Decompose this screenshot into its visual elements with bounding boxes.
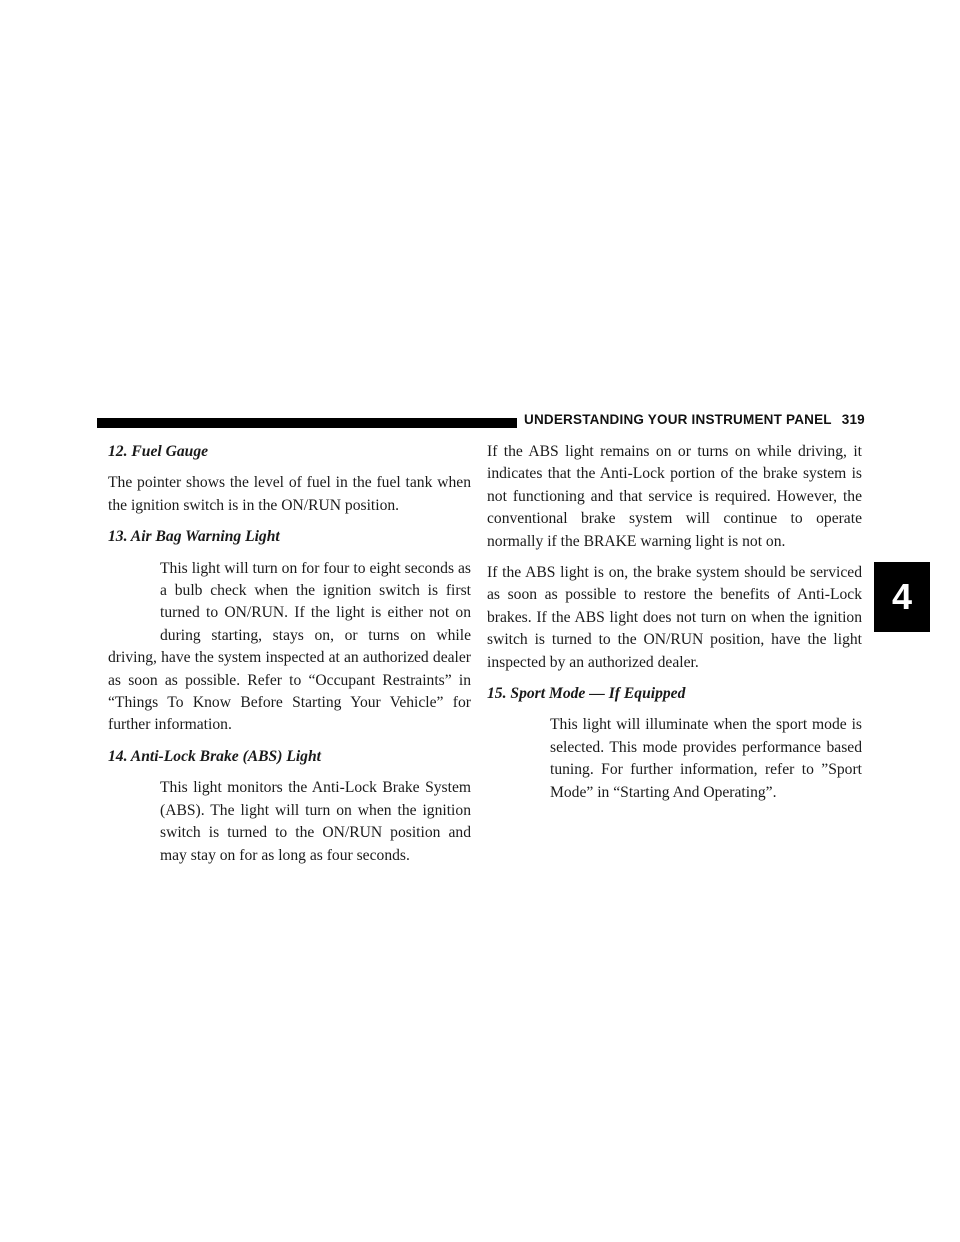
section-12-heading: 12. Fuel Gauge bbox=[108, 443, 209, 460]
section-14-body: This light monitors the Anti-Lock Brake System (ABS). The light will turn on when the ignition switch is turned to the ON/RUN position and may stay on for as long as four seconds. bbox=[160, 779, 471, 864]
air-bag-warning-icon-area bbox=[108, 558, 160, 646]
abs-paragraph-1: If the ABS light remains on or turns on while driving, it indicates that the Anti-Lock portion of the brake system is not functioning and that service is required. However, the conventional brake system will continue to operate normally if the BRAKE warning light is not on. bbox=[487, 443, 862, 550]
left-column bbox=[108, 441, 471, 876]
section-12-body: The pointer shows the level of fuel in the fuel tank when the ignition switch is in the ON/RUN position. bbox=[108, 474, 471, 514]
section-13-body-wrap bbox=[108, 558, 471, 737]
header-title: UNDERSTANDING YOUR INSTRUMENT PANEL bbox=[524, 412, 832, 427]
chapter-tab bbox=[874, 562, 930, 632]
section-13-body: This light will turn on for four to eight seconds as a bulb check when the ignition switch is first turned to ON/RUN. If the light is either not on during starting, stays on, or turns on while driving, have the system inspected at an authorized dealer as soon as possible. Refer to “Occupant Restraints” in “Things To Know Before Starting Your Vehicle” for further information. bbox=[108, 559, 471, 734]
abs-light-icon-area bbox=[108, 777, 160, 865]
right-column bbox=[487, 441, 862, 813]
header-rule bbox=[97, 418, 517, 428]
section-14-body-wrap bbox=[108, 777, 471, 867]
running-header bbox=[524, 412, 864, 427]
section-15-body: This light will illuminate when the sport mode is selected. This mode provides performance based tuning. For further information, refer to ”Sport Mode” in “Starting And Operating”. bbox=[550, 716, 862, 801]
page-number: 319 bbox=[841, 412, 865, 427]
abs-paragraph-2: If the ABS light is on, the brake system should be serviced as soon as possible to restore the benefits of Anti-Lock brakes. If the ABS light does not turn on when the ignition switch is turned to the ON/RUN position, have the light inspected by an authorized dealer. bbox=[487, 564, 862, 671]
chapter-number: 4 bbox=[891, 576, 913, 617]
section-15-heading: 15. Sport Mode — If Equipped bbox=[487, 685, 686, 703]
section-14-heading: 14. Anti-Lock Brake (ABS) Light bbox=[108, 747, 321, 765]
section-13-heading: 13. Air Bag Warning Light bbox=[108, 528, 280, 546]
section-15-body-wrap bbox=[487, 714, 862, 804]
sport-mode-icon-area bbox=[487, 714, 550, 802]
